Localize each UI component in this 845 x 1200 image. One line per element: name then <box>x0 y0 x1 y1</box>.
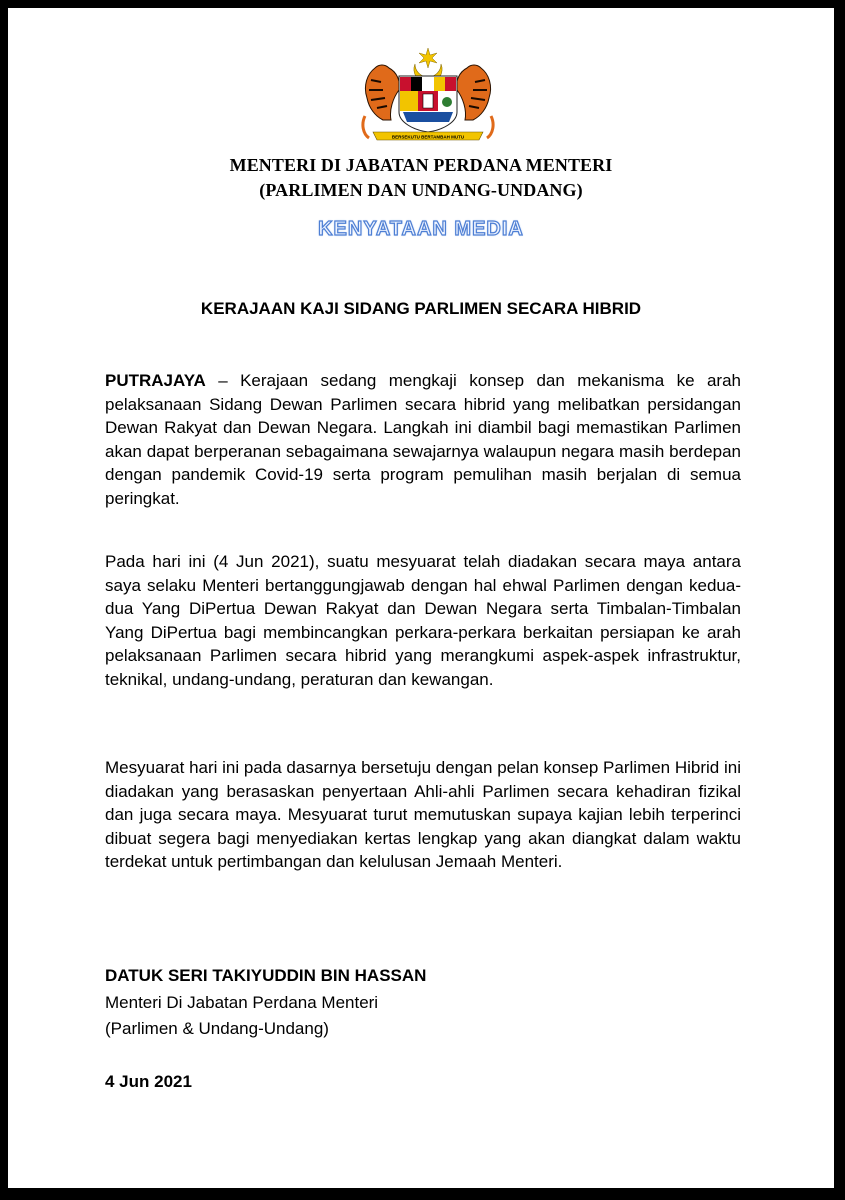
signatory-name: DATUK SERI TAKIYUDDIN BIN HASSAN <box>105 966 427 985</box>
signatory-portfolio: (Parlimen & Undang-Undang) <box>105 1019 329 1038</box>
paragraph-3: Mesyuarat hari ini pada dasarnya bersetuju dengan pelan konsep Parlimen Hibrid ini diadakan yang berasaskan penyertaan Ahli-ahli Parlimen secara kehadiran fizikal dan juga secara maya. Mesyuarat turut memutuskan supaya kajian lebih terperinci dibuat segera bagi menyediakan kertas lengkap yang akan diangkat dalam waktu terdekat untuk pertimbangan dan kelulusan Jemaah Menteri. <box>105 758 741 871</box>
document-page <box>8 8 834 1188</box>
signatory-title: Menteri Di Jabatan Perdana Menteri <box>105 993 379 1012</box>
statement-title: KERAJAAN KAJI SIDANG PARLIMEN SECARA HIBRID <box>200 299 642 318</box>
media-statement-label: KENYATAAN MEDIA <box>318 218 524 240</box>
paragraph-2: Pada hari ini (4 Jun 2021), suatu mesyuarat telah diadakan secara maya antara saya selaku Menteri bertanggungjawab dengan hal ehwal Parlimen dengan kedua-dua Yang DiPertua Dewan Rakyat dan Dewan Negara serta Timbalan-Timbalan Yang DiPertua bagi membincangkan perkara-perkara berkaitan persiapan ke arah pelaksanaan Parlimen secara hibrid yang merangkumi aspek-aspek infrastruktur, teknikal, undang-undang, peraturan dan kewangan. <box>105 552 741 689</box>
statement-date: 4 Jun 2021 <box>105 1072 192 1091</box>
ministry-subheading: (PARLIMEN DAN UNDANG-UNDANG) <box>259 180 583 200</box>
ministry-heading: MENTERI DI JABATAN PERDANA MENTERI <box>229 155 613 175</box>
paragraph-1-text: – Kerajaan sedang mengkaji konsep dan mekanisma ke arah pelaksanaan Sidang Dewan Parlimen secara hibrid yang melibatkan persidangan Dewan Rakyat dan Dewan Negara. Langkah ini diambil bagi memastikan Parlimen akan dapat berperanan sebagaimana sewajarnya walaupun negara masih berdepan dengan pandemik Covid-19 serta program pemulihan masih berjalan di semua peringkat. <box>105 371 741 508</box>
paragraph-1 <box>105 369 741 510</box>
crest-motto: BERSEKUTU BERTAMBAH MUTU <box>391 134 465 140</box>
dateline: PUTRAJAYA <box>105 371 206 390</box>
malaysia-coat-of-arms-icon <box>353 46 503 144</box>
